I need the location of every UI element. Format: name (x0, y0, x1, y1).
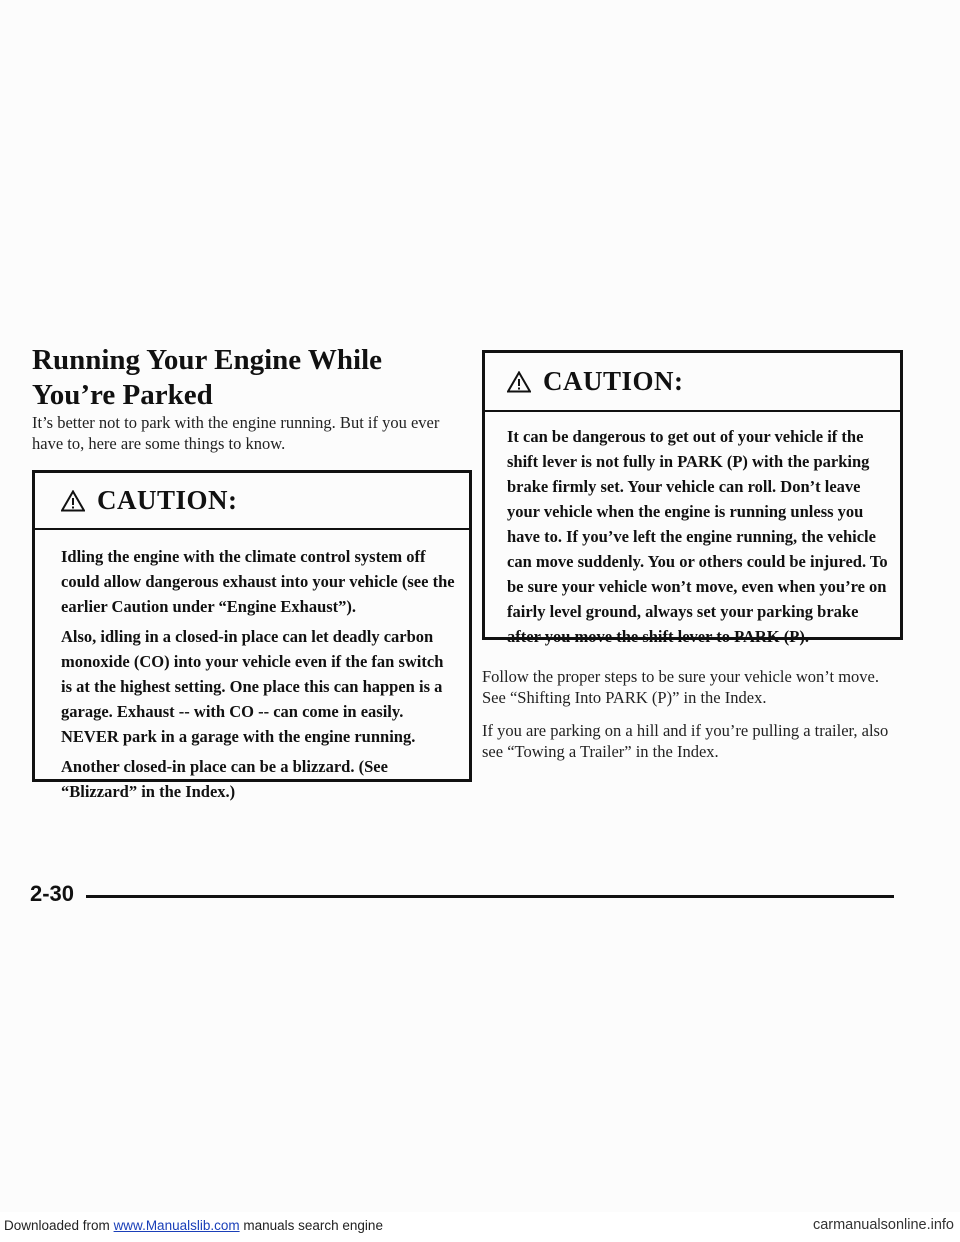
footer-rule (86, 895, 894, 898)
caution-box-park (482, 350, 903, 646)
caution-body (35, 530, 469, 804)
body-paragraph: If you are parking on a hill and if you’re pulling a trailer, also see “Towing a Trailer” in the Index. (482, 721, 889, 761)
section-heading-line2: You’re Parked (32, 379, 213, 411)
caution-header (485, 353, 900, 412)
caution-paragraph: Another closed-in place can be a blizzard. (See “Blizzard” in the Index.) (61, 757, 388, 801)
caution-label: CAUTION: (97, 485, 238, 515)
right-column-text (482, 666, 902, 774)
footer-prefix: Downloaded from (4, 1218, 114, 1233)
caution-paragraph: Idling the engine with the climate control system off could allow dangerous exhaust into your vehicle (see the earlier Caution under “Engine Exhaust”). (61, 547, 455, 616)
caution-box-idling (32, 470, 472, 801)
caution-label: CAUTION: (543, 366, 684, 396)
footer-source (4, 1218, 383, 1233)
manualslib-link[interactable]: www.Manualslib.com (113, 1218, 240, 1233)
watermark-text: carmanualsonline.info (812, 1217, 954, 1233)
download-footer (0, 1212, 960, 1242)
body-paragraph: Follow the proper steps to be sure your vehicle won’t move. See “Shifting Into PARK (P)” in the Index. (482, 667, 879, 707)
intro-paragraph: It’s better not to park with the engine running. But if you ever have to, here are some things to know. (32, 413, 440, 453)
caution-paragraph: It can be dangerous to get out of your vehicle if the shift lever is not fully in PARK (P) with the parking brake firmly set. Your vehicle can roll. Don’t leave your vehicle when the engine is running unless you have to. If you’ve left the engine running, the vehicle can move suddenly. You or others could be injured. To be sure your vehicle won’t move, even when you’re on fairly level ground, always set your parking brake after you move the shift lever to PARK (P). (507, 427, 888, 646)
section-heading (32, 343, 452, 413)
page-number: 2-30 (30, 881, 75, 906)
caution-body (485, 412, 900, 649)
section-heading-line1: Running Your Engine While (32, 344, 383, 376)
warning-triangle-icon (61, 490, 85, 512)
warning-triangle-icon (507, 371, 531, 393)
caution-paragraph: Also, idling in a closed-in place can let deadly carbon monoxide (CO) into your vehicle even if the fan switch is at the highest setting. One place this can happen is a garage. Exhaust -- with CO -- can come in easily. NEVER park in a garage with the engine running. (61, 627, 444, 746)
caution-header (35, 473, 469, 530)
footer-suffix: manuals search engine (239, 1218, 383, 1233)
